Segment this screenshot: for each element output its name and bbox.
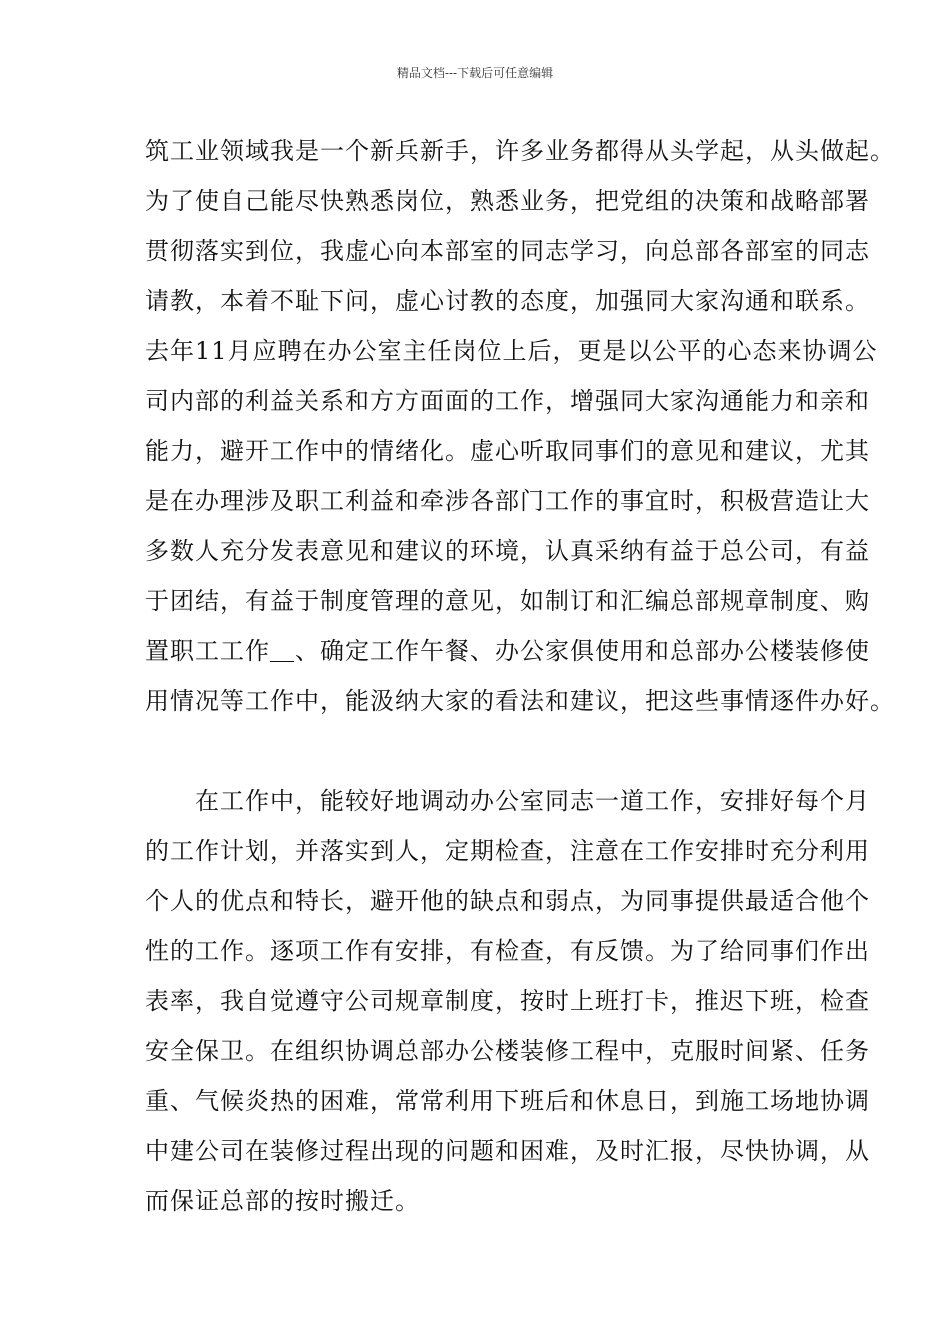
text-line: 筑工业领域我是一个新兵新手，许多业务都得从头学起，从头做起。 — [145, 137, 895, 165]
text-line: 中建公司在装修过程出现的问题和困难，及时汇报，尽快协调，从 — [145, 1137, 870, 1165]
text-line: 是在办理涉及职工利益和牵涉各部门工作的事宜时，积极营造让大 — [145, 487, 870, 515]
text-line: 多数人充分发表意见和建议的环境，认真采纳有益于总公司，有益 — [145, 537, 870, 565]
text-line: 个人的优点和特长，避开他的缺点和弱点，为同事提供最适合他个 — [145, 887, 870, 915]
text-line: 为了使自己能尽快熟悉岗位，熟悉业务，把党组的决策和战略部署 — [145, 187, 870, 215]
text-line: 而保证总部的按时搬迁。 — [145, 1187, 420, 1215]
body-paragraph-2 — [145, 776, 870, 1226]
text-line: 去年11月应聘在办公室主任岗位上后，更是以公平的心态来协调公 — [145, 337, 878, 365]
text-line: 表率，我自觉遵守公司规章制度，按时上班打卡，推迟下班，检查 — [145, 987, 870, 1015]
text-line: 在工作中，能较好地调动办公室同志一道工作，安排好每个月 — [145, 787, 870, 815]
text-line: 请教，本着不耻下问，虚心讨教的态度，加强同大家沟通和联系。 — [145, 287, 870, 315]
text-line: 贯彻落实到位，我虚心向本部室的同志学习，向总部各部室的同志 — [145, 237, 870, 265]
text-line: 司内部的利益关系和方方面面的工作，增强同大家沟通能力和亲和 — [145, 387, 870, 415]
text-line: 的工作计划，并落实到人，定期检查，注意在工作安排时充分利用 — [145, 837, 870, 865]
text-line: 性的工作。逐项工作有安排，有检查，有反馈。为了给同事们作出 — [145, 937, 870, 965]
text-line: 用情况等工作中，能汲纳大家的看法和建议，把这些事情逐件办好。 — [145, 687, 895, 715]
text-line: 能力，避开工作中的情绪化。虚心听取同事们的意见和建议，尤其 — [145, 437, 870, 465]
page-header: 精品文档---下载后可任意编辑 — [396, 66, 554, 80]
body-paragraph-1 — [145, 126, 895, 726]
text-line: 安全保卫。在组织协调总部办公楼装修工程中，克服时间紧、任务 — [145, 1037, 870, 1065]
text-line: 于团结，有益于制度管理的意见，如制订和汇编总部规章制度、购 — [145, 587, 870, 615]
text-line: 置职工工作＿、确定工作午餐、办公家俱使用和总部办公楼装修使 — [145, 637, 870, 665]
text-line: 重、气候炎热的困难，常常利用下班后和休息日，到施工场地协调 — [145, 1087, 870, 1115]
